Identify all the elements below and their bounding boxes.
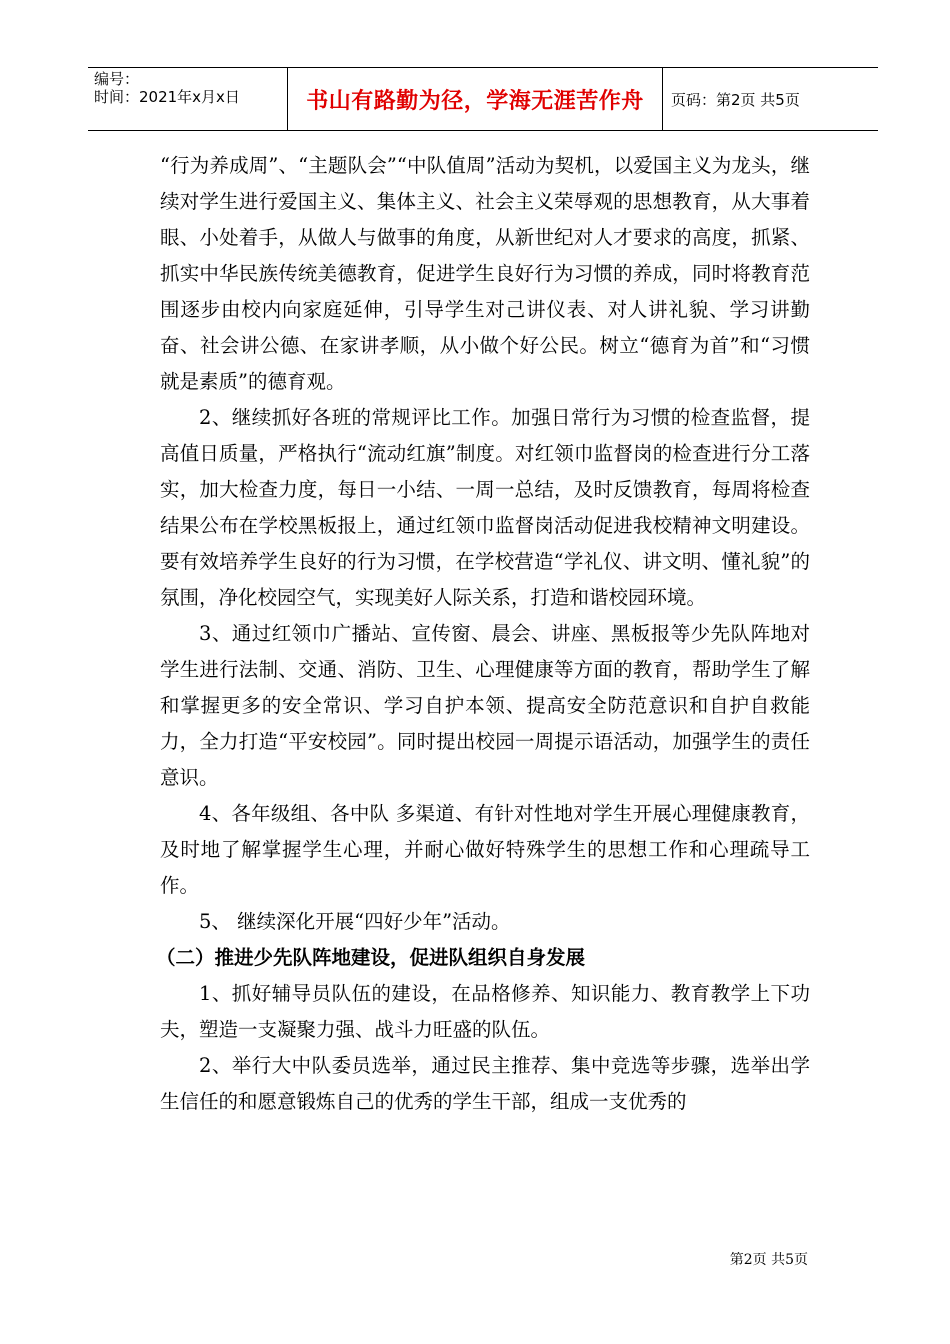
section-heading: （二）推进少先队阵地建设，促进队组织自身发展 [156,946,586,969]
paragraph: 3、通过红领巾广播站、宣传窗、晨会、讲座、黑板报等少先队阵地对学生进行法制、交通、消防、卫生、心理健康等方面的教育，帮助学生了解和掌握更多的安全常识、学习自护本领、提高安全防范意识和自护自救能力，全力打造“平安校园”。同时提出校园一周提示语活动，加强学生的责任意识。 [160,622,810,789]
paragraph: 4、各年级组、各中队 多渠道、有针对性地对学生开展心理健康教育，及时地了解掌握学生心理，并耐心做好特殊学生的思想工作和心理疏导工作。 [160,802,810,897]
header-meta [88,68,288,130]
paragraph: “行为养成周”、“主题队会”“中队值周”活动为契机，以爱国主义为龙头，继续对学生进行爱国主义、集体主义、社会主义荣辱观的思想教育，从大事着眼、小处着手，从做人与做事的角度，从新世纪对人才要求的高度，抓紧、抓实中华民族传统美德教育，促进学生良好行为习惯的养成，同时将教育范围逐步由校内向家庭延伸，引导学生对己讲仪表、对人讲礼貌、学习讲勤奋、社会讲公德、在家讲孝顺，从小做个好公民。树立“德育为首”和“习惯就是素质”的德育观。 [160,154,810,393]
paragraph: 2、继续抓好各班的常规评比工作。加强日常行为习惯的检查监督，提高值日质量，严格执行“流动红旗”制度。对红领巾监督岗的检查进行分工落实，加大检查力度，每日一小结、一周一总结，及时反馈教育，每周将检查结果公布在学校黑板报上，通过红领巾监督岗活动促进我校精神文明建设。要有效培养学生良好的行为习惯，在学校营造“学礼仪、讲文明、懂礼貌”的氛围，净化校园空气，实现美好人际关系，打造和谐校园环境。 [160,406,810,609]
header-page-info: 页码：第2页 共5页 [671,90,800,109]
paragraph: 1、抓好辅导员队伍的建设，在品格修养、知识能力、教育教学上下功夫，塑造一支凝聚力强、战斗力旺盛的队伍。 [160,982,810,1041]
paragraph: 2、举行大中队委员选举，通过民主推荐、集中竞选等步骤，选举出学生信任的和愿意锻炼自己的优秀的学生干部，组成一支优秀的 [160,1054,810,1113]
document-body [156,148,810,1120]
paragraph: 5、 继续深化开展“四好少年”活动。 [199,910,511,933]
number-label: 编号： [94,70,140,88]
page-header [88,67,878,131]
header-motto: 书山有路勤为径，学海无涯苦作舟 [288,68,663,130]
time-label: 时间：2021年x月x日 [94,88,240,106]
page-footer: 第2页 共5页 [729,1252,808,1268]
